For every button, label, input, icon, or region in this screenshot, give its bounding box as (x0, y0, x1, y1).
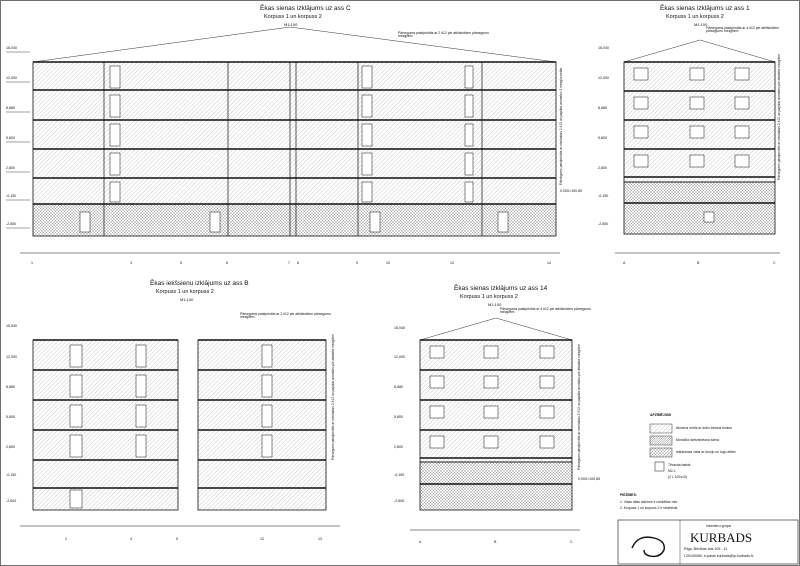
level-label: 15,540 (6, 324, 17, 328)
level-label: 8,880 (394, 385, 403, 389)
view-b-title: Ēkas iekšsienu izklājums uz ass B (150, 280, 249, 287)
level-label: 8,880 (6, 385, 15, 389)
level-label: 5,800 (598, 136, 607, 140)
axis-label: 6 (226, 261, 228, 265)
level-label: 16,040 (394, 326, 405, 330)
axis-label: C (570, 540, 573, 544)
gable-outline (420, 318, 572, 340)
basement-wall (624, 182, 775, 234)
view-14-title: Ēkas sienas izklājums uz ass 14 (454, 285, 548, 292)
level-label: 8,880 (598, 106, 607, 110)
ground-level-label: 0,000=100,85 (578, 477, 601, 481)
level-label: 5,800 (6, 415, 15, 419)
level-label: 2,800 (6, 445, 15, 449)
axis-label: 8 (297, 261, 299, 265)
elevation-axis-1 (615, 40, 780, 253)
elevation-axis-c (6, 27, 560, 253)
basement-wall (33, 204, 556, 236)
axis-label: 13 (318, 537, 322, 541)
company-name: KURBADS (690, 530, 753, 545)
level-label: -0,150 (598, 194, 609, 198)
axis-label: A (623, 261, 626, 265)
level-label: 8,880 (6, 106, 15, 110)
level-label: 2,800 (6, 166, 15, 170)
axis-label: 7 (288, 261, 290, 265)
legend-title: APZĪMĒJUMI (650, 413, 671, 417)
company-logo (632, 537, 664, 556)
basement-wall (420, 462, 572, 510)
legend-item: Akmens mūris ar dobu betona blokus (676, 426, 732, 430)
view-c-side-note: Pārsegums pastiprināts ar vienlaidus 2 #12 un papildu armatūru 3 mezglu vietās (559, 67, 563, 185)
level-label: 5,800 (6, 136, 15, 140)
legend-swatch-openings (650, 448, 672, 457)
view-b-top-note: Pārsegums pastiprināts ar 2 #12 pie atbilstošiem pārsegumu mezgliem (240, 312, 332, 320)
level-label: -0,150 (394, 473, 405, 477)
level-label: 12,000 (6, 355, 17, 359)
view-c-subtitle: Korpuss 1 un korpuss 2 (264, 14, 322, 20)
view-14-side-note: Pārsegums pastiprināts ar vienlaidus 2 #12 un papildu armatūru pie atbalsta mezgliem (577, 343, 581, 470)
level-label: 12,000 (6, 76, 17, 80)
inner-wall-axis-b (20, 340, 340, 526)
view-1-top-note: Pārsegums pastiprināts ar 4 #12 pie atbilstošiem pārsegumu mezgliem (706, 26, 780, 34)
axis-label: C (773, 261, 776, 265)
note-item: 1. Visas ailas atzīmes ir norādītas mm. (620, 500, 679, 504)
legend-tie-size: (2 L 100x10) (668, 475, 687, 479)
gable-outline (624, 40, 775, 62)
view-14-top-note: Pārsegums pastiprināts ar 4 #12 pie atbilstošiem pārsegumu mezgliem (500, 307, 592, 315)
legend-item: Monolīta dzelzsbetona siena (676, 438, 719, 442)
level-label: 2,800 (394, 445, 403, 449)
elevation-axis-14 (410, 318, 580, 530)
legend-tie-symbol (655, 462, 664, 471)
view-14-scale: M1:100 (488, 302, 502, 307)
axis-label: 5 (176, 537, 178, 541)
view-1-subtitle: Korpuss 1 un korpuss 2 (666, 14, 724, 20)
axis-label: 1 (31, 261, 33, 265)
legend-swatch-concrete (650, 436, 672, 445)
note-item: 2. Korpuss 1 un korpuss 2 ir simetriski. (620, 506, 679, 510)
level-label: 16,040 (598, 46, 609, 50)
wall-field-left (33, 340, 178, 510)
legend-swatch-masonry (650, 424, 672, 433)
axis-label: 9 (356, 261, 358, 265)
company-address: Rīga, Brīvības iela 109 - 11 (684, 547, 728, 551)
level-label: 12,000 (598, 76, 609, 80)
axis-label: 3 (130, 261, 132, 265)
level-label: -2,600 (6, 499, 17, 503)
view-c-title: Ēkas sienas izklājums uz ass C (260, 5, 351, 12)
legend-tie-label: Tērauda balsts (668, 463, 691, 467)
view-c-scale: M1:100 (284, 22, 298, 27)
legend-tie-code: M2-1 (668, 469, 676, 473)
company-contacts: t.29100080, e-pasts kurbads@ip.kurbads.lv (684, 554, 754, 558)
level-label: 5,800 (394, 415, 403, 419)
axis-label: B (697, 261, 700, 265)
view-b-scale: M1:100 (180, 297, 194, 302)
axis-label: 4 (130, 537, 132, 541)
axis-label: 2 (65, 537, 67, 541)
view-14-subtitle: Korpuss 1 un korpuss 2 (460, 294, 518, 300)
view-c-top-note: Pārsegums pastiprināts ar 2 #12 pie atbilstošiem pārsegumu mezgliem (398, 31, 490, 39)
view-b-subtitle: Korpuss 1 un korpuss 2 (156, 289, 214, 295)
level-label: 12,000 (394, 355, 405, 359)
view-1-scale: M1:100 (694, 22, 708, 27)
axis-label: B (494, 540, 497, 544)
view-1-side-note: Pārsegums pastiprināts ar vienlaidus 2 #12 un papildu armatūru pie atbalsta mezgliem (777, 53, 781, 180)
level-label: 2,800 (598, 166, 607, 170)
notes-title: PIEZĪMES: (620, 493, 637, 497)
axis-label: 12 (260, 537, 264, 541)
level-label: -0,150 (6, 473, 17, 477)
level-label: -2,600 (6, 222, 17, 226)
axis-label: 12 (450, 261, 454, 265)
axis-label: 10 (386, 261, 390, 265)
view-b-side-note: Pārsegums pastiprināts ar vienlaidus 2 #12 un papildu armatūru pie atbalsta mezgliem (331, 333, 335, 460)
axis-label: 14 (547, 261, 551, 265)
ground-level-label: 0,000=100,85 (560, 189, 583, 193)
view-1-title: Ēkas sienas izklājums uz ass 1 (660, 5, 750, 12)
level-label: -0,150 (6, 194, 17, 198)
axis-label: A (419, 540, 422, 544)
level-label: -2,600 (394, 499, 405, 503)
level-label: -2,600 (598, 222, 609, 226)
axis-label: 5 (180, 261, 182, 265)
legend-item: Ieklašanas vieta ar durvju un logu ailām (676, 450, 736, 454)
level-label: 16,040 (6, 46, 17, 50)
company-subtitle: inženieru grupa (706, 524, 731, 528)
